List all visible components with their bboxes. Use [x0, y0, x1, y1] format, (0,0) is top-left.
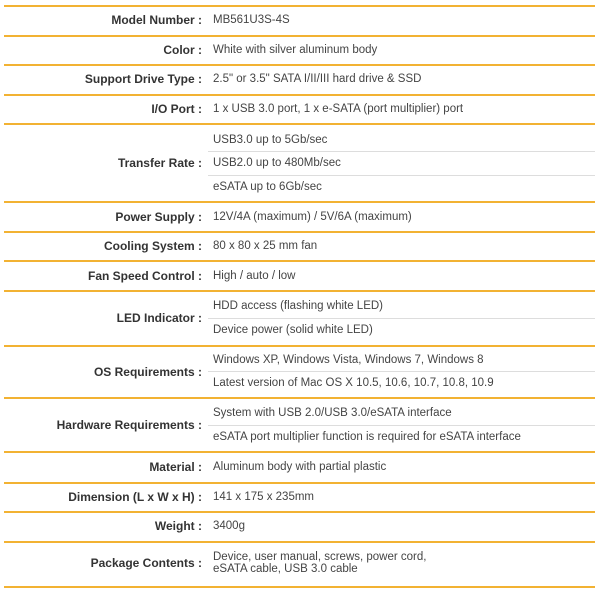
spec-value: Device, user manual, screws, power cord, eSATA cable, USB 3.0 cable: [213, 551, 427, 575]
spec-value: USB3.0 up to 5Gb/sec: [213, 134, 328, 146]
spec-label: Cooling System :: [103, 239, 202, 253]
spec-value: 80 x 80 x 25 mm fan: [213, 240, 318, 252]
row-divider: [4, 64, 595, 66]
spec-value: Latest version of Mac OS X 10.5, 10.6, 10.7, 10.8, 10.9: [213, 377, 494, 389]
row-divider: [4, 451, 595, 453]
spec-value: HDD access (flashing white LED): [213, 300, 384, 312]
row-divider: [4, 482, 595, 484]
spec-label: Model Number :: [111, 13, 202, 27]
spec-label: Package Contents :: [90, 556, 202, 570]
sub-divider: [208, 425, 595, 426]
spec-label: Hardware Requirements :: [56, 418, 202, 432]
spec-label: LED Indicator :: [116, 311, 202, 325]
row-divider: [4, 260, 595, 262]
spec-value: 12V/4A (maximum) / 5V/6A (maximum): [213, 211, 412, 223]
spec-label: Support Drive Type :: [84, 72, 202, 86]
row-divider: [4, 511, 595, 513]
spec-label: Color :: [163, 43, 202, 57]
spec-value: eSATA port multiplier function is required for eSATA interface: [213, 431, 521, 443]
row-divider: [4, 290, 595, 292]
spec-value: Windows XP, Windows Vista, Windows 7, Windows 8: [213, 354, 484, 366]
sub-divider: [208, 318, 595, 319]
sub-divider: [208, 175, 595, 176]
row-divider: [4, 123, 595, 125]
sub-divider: [208, 151, 595, 152]
row-divider: [4, 586, 595, 588]
spec-label: Dimension (L x W x H) :: [68, 490, 202, 504]
spec-label: I/O Port :: [151, 102, 202, 116]
spec-value: Aluminum body with partial plastic: [213, 461, 387, 473]
spec-value: 1 x USB 3.0 port, 1 x e-SATA (port multiplier) port: [213, 103, 464, 115]
row-divider: [4, 397, 595, 399]
spec-value: High / auto / low: [213, 270, 296, 282]
spec-label: Transfer Rate :: [117, 156, 202, 170]
row-divider: [4, 345, 595, 347]
spec-label: Weight :: [154, 519, 202, 533]
row-divider: [4, 201, 595, 203]
row-divider: [4, 231, 595, 233]
spec-label: Fan Speed Control :: [88, 269, 202, 283]
spec-label: OS Requirements :: [93, 365, 202, 379]
spec-value: eSATA up to 6Gb/sec: [213, 181, 322, 193]
spec-label: Power Supply :: [115, 210, 202, 224]
spec-label: Material :: [149, 460, 202, 474]
spec-value: Device power (solid white LED): [213, 324, 373, 336]
row-divider: [4, 541, 595, 543]
spec-value: White with silver aluminum body: [213, 44, 378, 56]
spec-value: USB2.0 up to 480Mb/sec: [213, 157, 341, 169]
spec-value: 3400g: [213, 520, 245, 532]
spec-value: MB561U3S-4S: [213, 14, 290, 26]
row-divider: [4, 5, 595, 7]
row-divider: [4, 35, 595, 37]
sub-divider: [208, 371, 595, 372]
spec-value: 2.5" or 3.5" SATA I/II/III hard drive & SSD: [213, 73, 422, 85]
spec-value: 141 x 175 x 235mm: [213, 491, 315, 503]
spec-value: System with USB 2.0/USB 3.0/eSATA interface: [213, 407, 452, 419]
row-divider: [4, 94, 595, 96]
